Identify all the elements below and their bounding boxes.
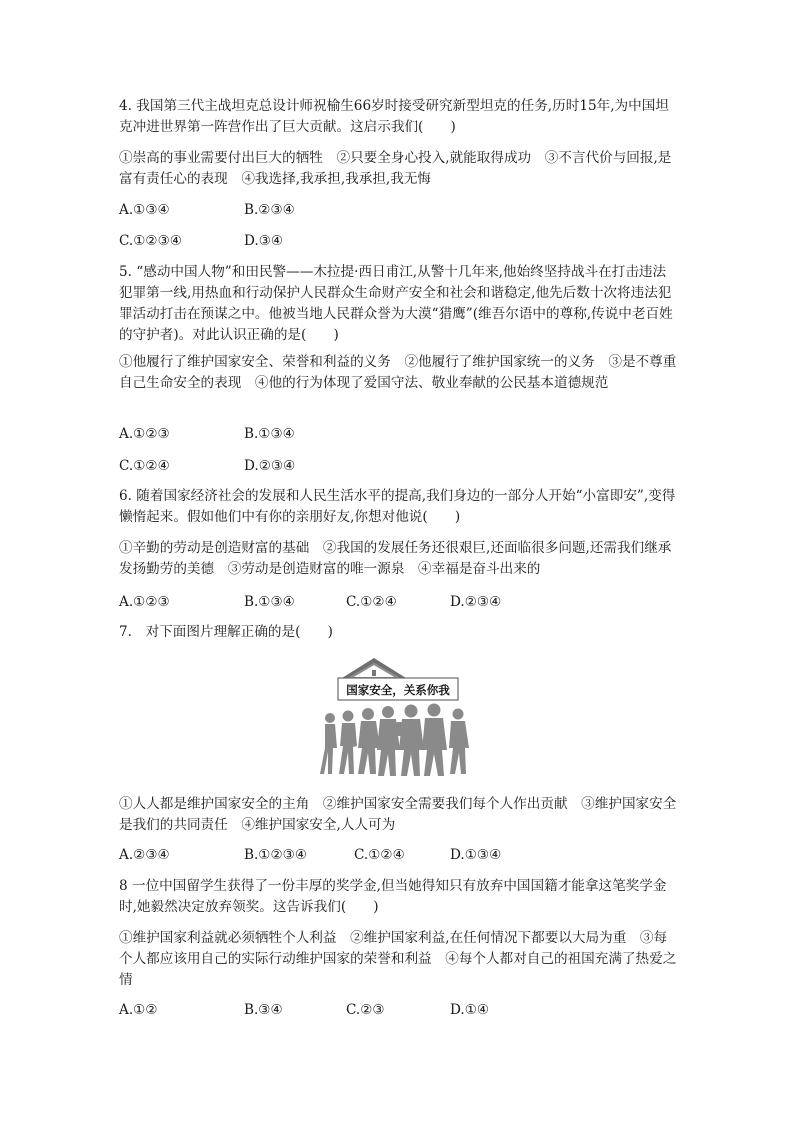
question-7-stem: 7. 对下面图片理解正确的是( ): [119, 624, 333, 640]
option-b[interactable]: B.③④: [244, 1002, 283, 1018]
option-b[interactable]: B.①③④: [244, 594, 295, 610]
option-c[interactable]: C.①②③④: [119, 233, 182, 249]
option-a[interactable]: A.②③④: [119, 847, 170, 863]
illustration-svg: [318, 656, 478, 780]
question-7-statements: ①人人都是维护国家安全的主角 ②维护国家安全需要我们每个人作出贡献 ③维护国家安全是我们的共同责任 ④维护国家安全,人人可为: [119, 796, 677, 833]
national-security-illustration: [318, 656, 478, 780]
option-d[interactable]: D.②③④: [450, 594, 502, 610]
option-d[interactable]: D.①③④: [450, 847, 502, 863]
option-a[interactable]: A.①②③: [119, 594, 170, 610]
option-b[interactable]: B.②③④: [244, 202, 295, 218]
option-a[interactable]: A.①②③: [119, 426, 170, 442]
question-4-statements: ①崇高的事业需要付出巨大的牺牲 ②只要全身心投入,就能取得成功 ③不言代价与回报,是富有责任心的表现 ④我选择,我承担,我承担,我无悔: [119, 150, 672, 187]
illustration-caption: 国家安全，关系你我: [346, 685, 450, 697]
walking-people-icon: [320, 704, 469, 777]
option-a[interactable]: A.①③④: [119, 202, 170, 218]
option-a[interactable]: A.①②: [119, 1002, 158, 1018]
question-8-stem: 8 一位中国留学生获得了一份丰厚的奖学金,但当她得知只有放弃中国国籍才能拿这笔奖学金时,她毅然决定放弃领奖。这告诉我们( ): [119, 878, 667, 915]
question-5-statements: ①他履行了维护国家安全、荣誉和利益的义务 ②他履行了维护国家统一的义务 ③是不尊重自己生命安全的表现 ④他的行为体现了爱国守法、敬业奉献的公民基本道德规范: [119, 354, 677, 391]
question-4-stem: 4. 我国第三代主战坦克总设计师祝榆生66岁时接受研究新型坦克的任务,历时15年,为中国坦克冲进世界第一阵营作出了巨大贡献。这启示我们( ): [119, 98, 669, 135]
option-b[interactable]: B.①③④: [244, 426, 295, 442]
roof-icon: [342, 658, 406, 678]
option-c[interactable]: C.①②④: [354, 847, 405, 863]
option-d[interactable]: D.②③④: [244, 458, 296, 474]
option-d[interactable]: D.①④: [450, 1002, 490, 1018]
option-b[interactable]: B.①②③④: [244, 847, 308, 863]
option-d[interactable]: D.③④: [244, 233, 284, 249]
question-8-statements: ①维护国家利益就必须牺牲个人利益 ②维护国家利益,在任何情况下都要以大局为重 ③每个人都应该用自己的实际行动维护国家的荣誉和利益 ④每个人都对自己的祖国充满了热爱之情: [119, 930, 677, 988]
option-c[interactable]: C.②③: [346, 1002, 385, 1018]
question-5-stem: 5. “感动中国人物”和田民警——木拉提·西日甫江,从警十几年来,他始终坚持战斗在打击违法犯罪第一线,用热血和行动保护人民群众生命财产安全和社会和谐稳定,他先后数十次将违法犯罪活动打击在预谋之中。他被当地人民群众誉为大漠“猎鹰”(维吾尔语中的尊称,传说中老百姓的守护者)。对此认识正确的是( ): [119, 264, 673, 343]
question-6-statements: ①辛勤的劳动是创造财富的基础 ②我国的发展任务还很艰巨,还面临很多问题,还需我们继承发扬勤劳的美德 ③劳动是创造财富的唯一源泉 ④幸福是奋斗出来的: [119, 540, 672, 577]
option-c[interactable]: C.①②④: [119, 458, 170, 474]
option-c[interactable]: C.①②④: [346, 594, 397, 610]
question-6-stem: 6. 随着国家经济社会的发展和人民生活水平的提高,我们身边的一部分人开始“小富即安”,变得懒惰起来。假如他们中有你的亲朋好友,你想对他说( ): [119, 488, 676, 525]
